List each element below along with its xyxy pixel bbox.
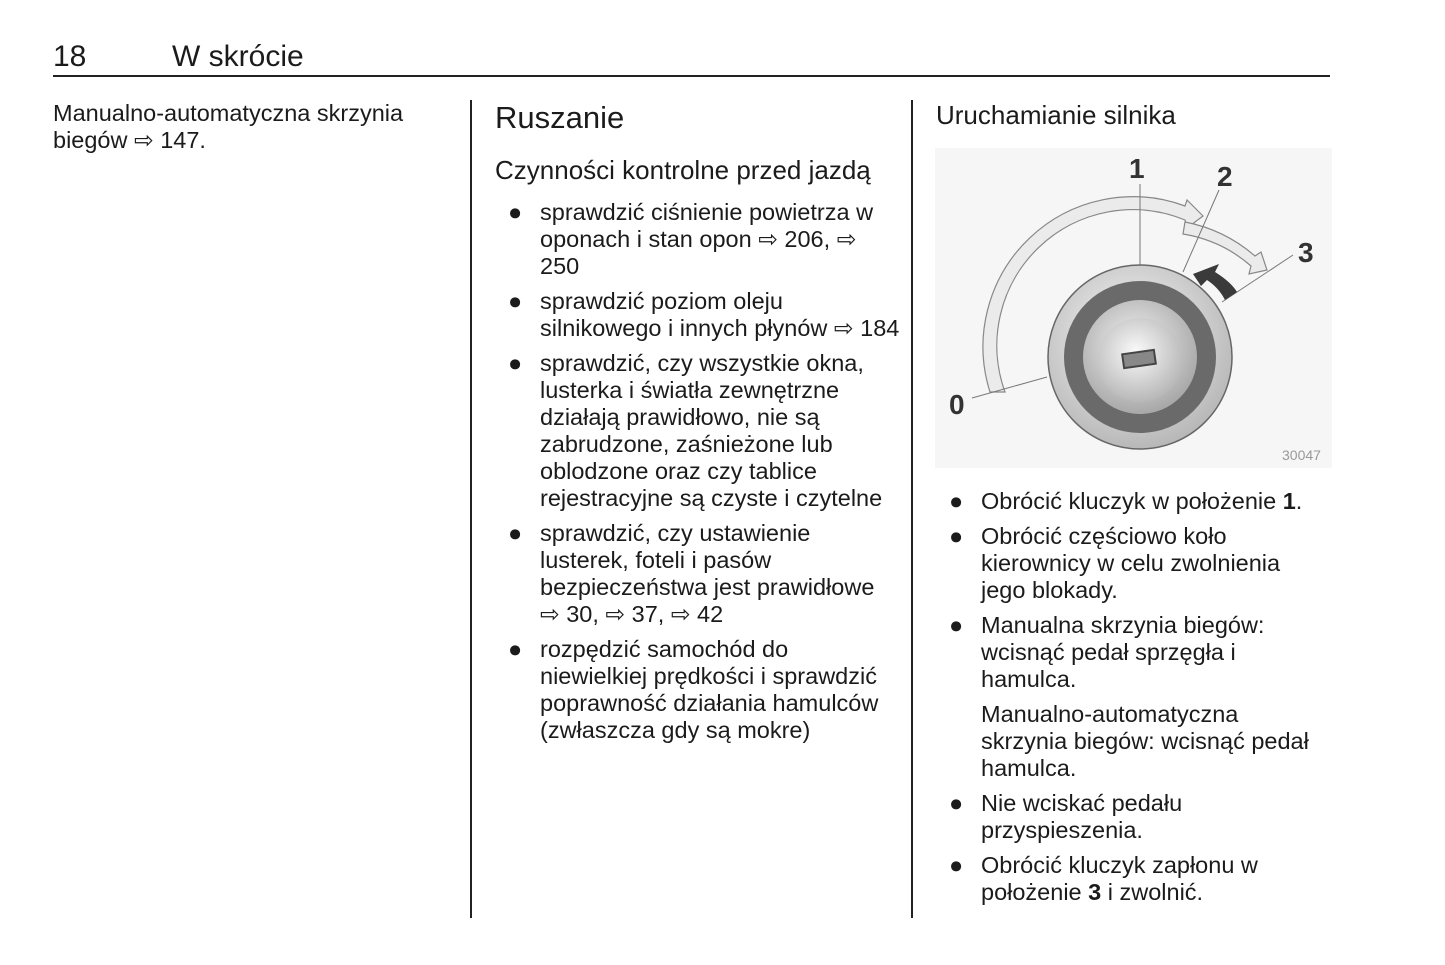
item-note: Manualno-automatyczna skrzynia biegów: wcisnąć pedał hamulca. bbox=[981, 701, 1309, 781]
text-line: Manualno-automatyczna skrzynia bbox=[53, 100, 404, 126]
column-divider bbox=[911, 100, 913, 918]
bullet-icon: ● bbox=[949, 488, 964, 514]
bullet-icon: ● bbox=[949, 612, 964, 638]
list-item bbox=[949, 523, 1326, 604]
list-item bbox=[508, 199, 900, 280]
heading-engine-start: Uruchamianie silnika bbox=[936, 100, 1176, 130]
page-number: 18 bbox=[53, 40, 87, 73]
list-item bbox=[949, 852, 1326, 906]
bullet-icon: ● bbox=[949, 523, 964, 549]
list-item bbox=[949, 488, 1326, 515]
item-text: sprawdzić, czy ustawienie lusterek, foteli i pasów bezpieczeństwa jest prawidłowe ⇨ 30, ⇨ 37, ⇨ 42 bbox=[540, 520, 875, 627]
list-item bbox=[949, 612, 1326, 782]
key-slot-icon bbox=[1122, 350, 1156, 368]
ignition-switch-figure bbox=[935, 148, 1332, 468]
heading-ruszanie: Ruszanie bbox=[495, 100, 625, 135]
position-number: 1 bbox=[1282, 488, 1296, 514]
bullet-icon: ● bbox=[508, 199, 523, 225]
bullet-icon: ● bbox=[508, 636, 523, 662]
list-item bbox=[949, 790, 1326, 844]
list-item bbox=[508, 288, 900, 342]
section-title: W skrócie bbox=[172, 40, 304, 73]
bullet-icon: ● bbox=[949, 852, 964, 878]
item-text: sprawdzić poziom oleju silnikowego i innych płynów ⇨ 184 bbox=[540, 288, 900, 341]
item-text: Nie wciskać pedału przyspieszenia. bbox=[981, 790, 1183, 843]
engine-start-steps bbox=[949, 488, 1326, 914]
page-reference-link[interactable]: biegów ⇨ 147. bbox=[53, 127, 206, 153]
bullet-icon: ● bbox=[508, 350, 523, 376]
bullet-icon: ● bbox=[949, 790, 964, 816]
list-item bbox=[508, 350, 900, 512]
item-text: Obrócić kluczyk w położenie bbox=[981, 488, 1283, 514]
column-1-text bbox=[53, 100, 453, 154]
position-number: 3 bbox=[1088, 879, 1102, 905]
list-item bbox=[508, 636, 900, 744]
subheading-checks: Czynności kontrolne przed jazdą bbox=[495, 155, 871, 185]
checklist bbox=[508, 199, 900, 752]
item-text: sprawdzić, czy wszystkie okna, lusterka i światła zewnętrzne działają prawidłowo, nie są zabrudzone, zaśnieżone lub oblodzone oraz czy tablice rejestracyjne są czyste i czytelne bbox=[540, 350, 883, 511]
list-item bbox=[508, 520, 900, 628]
item-text: sprawdzić ciśnienie powietrza w oponach i stan opon ⇨ 206, ⇨ 250 bbox=[540, 199, 874, 279]
position-label-0: 0 bbox=[949, 389, 965, 420]
position-label-1: 1 bbox=[1129, 153, 1145, 184]
figure-id: 30047 bbox=[1282, 447, 1321, 463]
position-label-2: 2 bbox=[1217, 161, 1233, 192]
item-text: Obrócić częściowo koło kierownicy w celu zwolnienia jego blokady. bbox=[981, 523, 1281, 603]
item-text: Obrócić kluczyk zapłonu w położenie bbox=[981, 852, 1258, 905]
column-divider bbox=[470, 100, 472, 918]
header-rule bbox=[53, 75, 1330, 77]
item-text: . bbox=[1295, 488, 1303, 514]
item-text: Manualna skrzynia biegów: wcisnąć pedał sprzęgła i hamulca. bbox=[981, 612, 1265, 692]
item-text: i zwolnić. bbox=[1101, 879, 1204, 905]
position-label-3: 3 bbox=[1298, 237, 1314, 268]
bullet-icon: ● bbox=[508, 288, 523, 314]
bullet-icon: ● bbox=[508, 520, 523, 546]
item-text: rozpędzić samochód do niewielkiej prędkości i sprawdzić poprawność działania hamulców (zwłaszcza gdy są mokre) bbox=[540, 636, 879, 743]
